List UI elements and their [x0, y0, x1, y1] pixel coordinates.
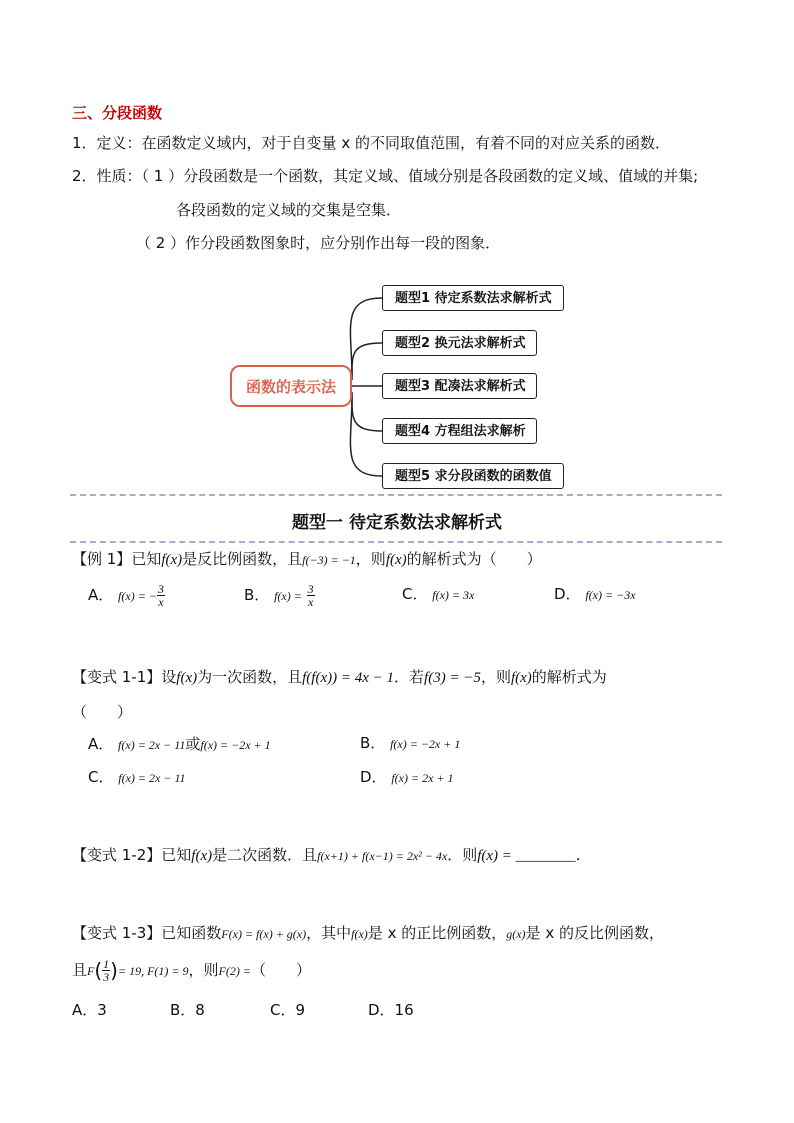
divider-top	[70, 494, 722, 496]
mindmap-item-4: 题型4 方程组法求解析	[382, 418, 537, 444]
example-1-option-b[interactable]: B． f(x) = $\frac{3}{x}$	[244, 582, 314, 609]
variant-1-3-option-b[interactable]: B．8	[170, 1001, 205, 1019]
divider-bottom	[70, 541, 722, 543]
variant-1-3-option-d[interactable]: D．16	[368, 1001, 414, 1019]
variant-1-1-paren: （ ）	[72, 703, 133, 721]
mindmap-item-1: 题型1 待定系数法求解析式	[382, 285, 564, 311]
mindmap-item-3: 题型3 配凑法求解析式	[382, 373, 537, 399]
variant-1-1-option-b[interactable]: B． f(x) = −2x + 1	[360, 734, 461, 752]
variant-1-1-question: 【变式 1-1】设f(x)为一次函数，且f(f(x)) = 4x − 1．若f(3) = −5，则f(x)的解析式为	[72, 668, 607, 686]
variant-1-3-option-c[interactable]: C．9	[270, 1001, 306, 1019]
mindmap-item-2: 题型2 换元法求解析式	[382, 330, 537, 356]
example-1-option-d[interactable]: D． f(x) = −3x	[554, 585, 636, 603]
definition-line: 1．定义：在函数定义域内，对于自变量 x 的不同取值范围，有着不同的对应关系的函数．	[72, 134, 670, 152]
variant-1-2-question: 【变式 1-2】已知f(x)是二次函数．且f(x+1) + f(x−1) = 2x² − 4x．则f(x) = ________．	[72, 846, 591, 864]
property-line-1b: 各段函数的定义域的交集是空集．	[176, 201, 402, 219]
variant-1-3-condition: 且F( $\frac{1}{3}$ )= 19, F(1) = 9，则F(2) =（ ）	[72, 957, 311, 984]
variant-1-1-option-d[interactable]: D． f(x) = 2x + 1	[360, 768, 454, 786]
mindmap-item-5: 题型5 求分段函数的函数值	[382, 463, 564, 489]
property-line-2: （ 2 ）作分段函数图象时，应分别作出每一段的图象．	[136, 234, 501, 252]
section-heading: 三、分段函数	[72, 104, 163, 122]
example-1-question: 【例 1】已知f(x)是反比例函数，且f(−3) = −1，则f(x)的解析式为（ ）	[72, 550, 542, 568]
variant-1-1-option-c[interactable]: C． f(x) = 2x − 11	[88, 768, 186, 786]
variant-1-1-option-a[interactable]: A． f(x) = 2x − 11或f(x) = −2x + 1	[88, 735, 271, 753]
example-1-option-a[interactable]: A． f(x) = − $\frac{3}{x}$	[88, 582, 164, 609]
topic-title: 题型一 待定系数法求解析式	[292, 513, 502, 533]
variant-1-3-option-a[interactable]: A．3	[72, 1001, 107, 1019]
property-line-1: 2．性质：（ 1 ）分段函数是一个函数，其定义域、值域分别是各段函数的定义域、值域的并集;	[72, 167, 699, 185]
example-1-option-c[interactable]: C． f(x) = 3x	[402, 585, 475, 603]
variant-1-3-question: 【变式 1-3】已知函数F(x) = f(x) + g(x)，其中f(x)是 x 的正比例函数，g(x)是 x 的反比例函数，	[72, 924, 664, 942]
mindmap-center: 函数的表示法	[230, 365, 352, 407]
